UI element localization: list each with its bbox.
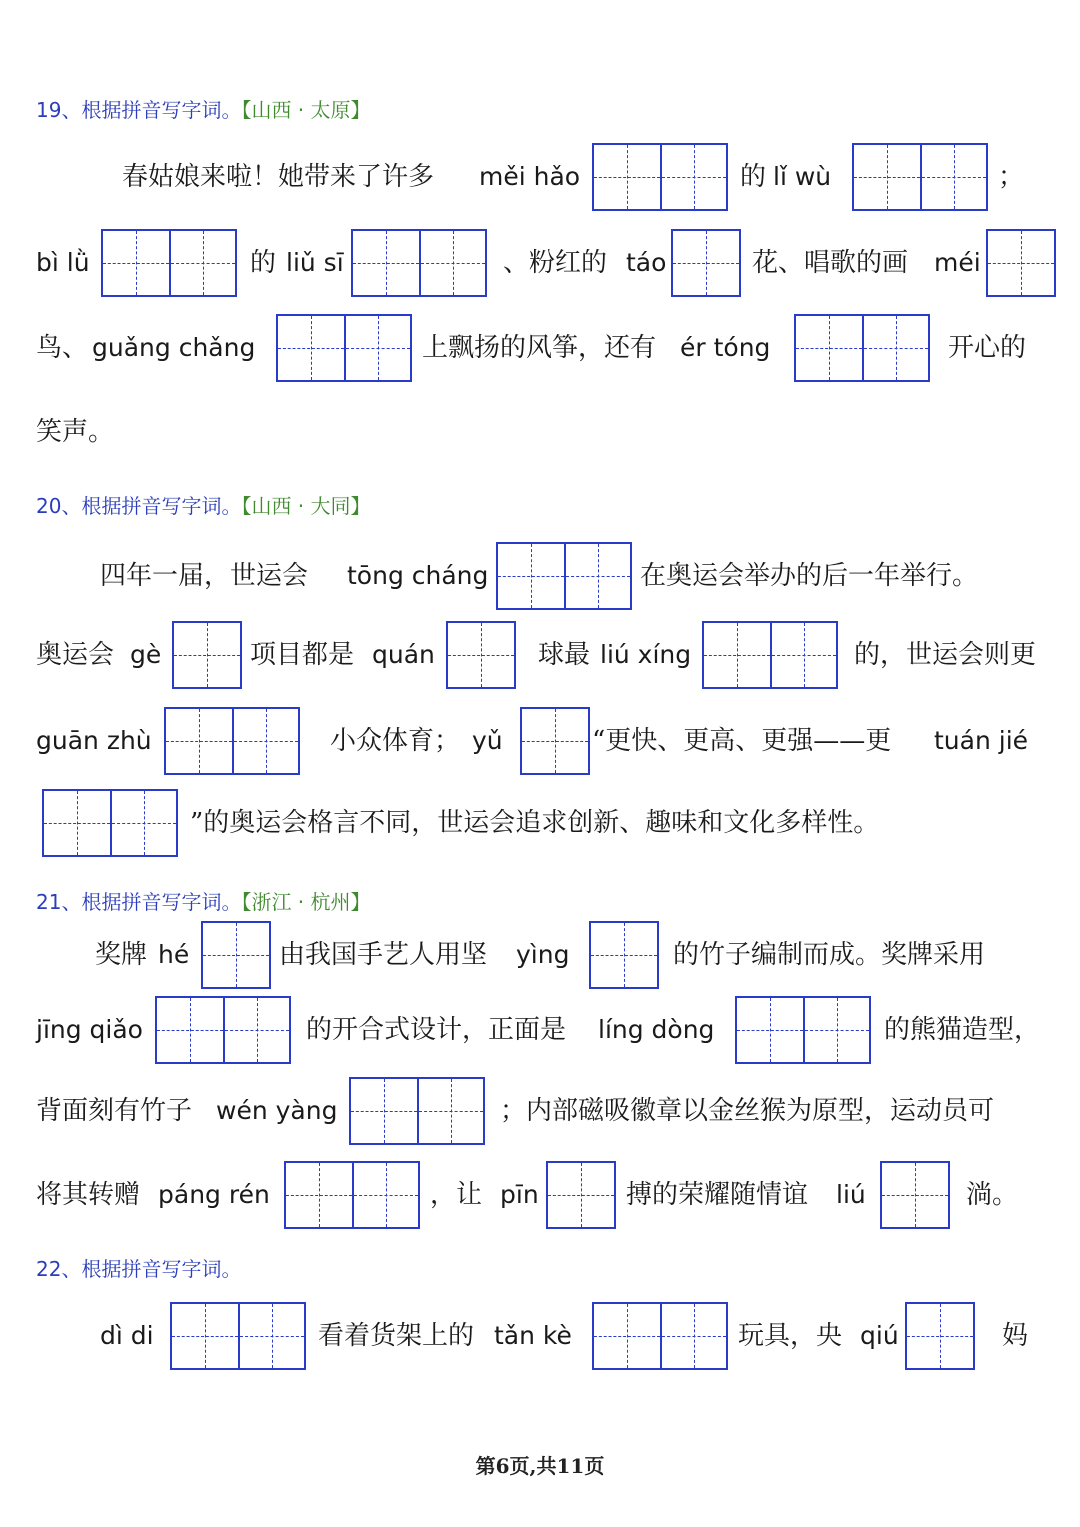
grid-cell[interactable] xyxy=(854,145,920,209)
pinyin: lǐ wù xyxy=(773,162,832,191)
pinyin: qiú xyxy=(860,1321,899,1350)
q20-line-3 xyxy=(0,707,1080,775)
pinyin: hé xyxy=(158,940,190,969)
answer-grid-1[interactable] xyxy=(201,921,271,989)
answer-grid-1[interactable] xyxy=(546,1161,616,1229)
pinyin: méi xyxy=(934,248,981,277)
grid-cell[interactable] xyxy=(564,544,630,608)
pinyin: yǔ xyxy=(472,726,503,755)
grid-cell[interactable] xyxy=(591,923,657,987)
pinyin: tōng cháng xyxy=(347,561,489,590)
q19-line-4 xyxy=(0,398,1080,466)
text: 奖牌 xyxy=(95,940,148,970)
answer-grid-2[interactable] xyxy=(284,1161,420,1229)
question-number: 22、根据拼音写字词。 xyxy=(36,1257,242,1281)
answer-grid-2[interactable] xyxy=(592,143,728,211)
grid-cell[interactable] xyxy=(417,1079,483,1143)
text: ； xyxy=(998,162,1025,192)
question-number: 20、根据拼音写字词。 xyxy=(36,494,242,518)
pinyin: quán xyxy=(372,640,435,669)
answer-grid-2[interactable] xyxy=(735,996,871,1064)
text: 将其转赠 xyxy=(36,1180,141,1210)
grid-cell[interactable] xyxy=(660,1304,726,1368)
text: 玩具，央 xyxy=(738,1321,843,1351)
text: 的 xyxy=(740,162,767,192)
grid-cell[interactable] xyxy=(278,316,344,380)
text: 的 xyxy=(250,248,277,278)
grid-cell[interactable] xyxy=(203,923,269,987)
pinyin: líng dòng xyxy=(598,1015,715,1044)
q21-line-4 xyxy=(0,1161,1080,1229)
pinyin: dì di xyxy=(100,1321,154,1350)
grid-cell[interactable] xyxy=(286,1163,352,1227)
grid-cell[interactable] xyxy=(673,231,739,295)
grid-cell[interactable] xyxy=(344,316,410,380)
text: “更快、更高、更强——更 xyxy=(592,726,892,756)
grid-cell[interactable] xyxy=(174,623,240,687)
answer-grid-1[interactable] xyxy=(520,707,590,775)
q19-line-3 xyxy=(0,314,1080,382)
grid-cell[interactable] xyxy=(522,709,588,773)
answer-grid-2[interactable] xyxy=(794,314,930,382)
question-source: 【山西 · 大同】 xyxy=(241,494,371,518)
answer-grid-2[interactable] xyxy=(852,143,988,211)
question-20-heading xyxy=(36,490,371,519)
text: 搏的荣耀随情谊 xyxy=(626,1180,809,1210)
answer-grid-2[interactable] xyxy=(170,1302,306,1370)
grid-cell[interactable] xyxy=(920,145,986,209)
grid-cell[interactable] xyxy=(803,998,869,1062)
pinyin: guǎng chǎng xyxy=(92,333,256,362)
grid-cell[interactable] xyxy=(498,544,564,608)
text: 淌。 xyxy=(966,1180,1019,1210)
text: 的竹子编制而成。奖牌采用 xyxy=(673,940,986,970)
q19-line-1 xyxy=(0,143,1080,211)
answer-grid-1[interactable] xyxy=(671,229,741,297)
grid-cell[interactable] xyxy=(907,1304,973,1368)
question-19-heading xyxy=(36,94,371,123)
text: 鸟、 xyxy=(36,333,89,363)
question-source: 【山西 · 太原】 xyxy=(241,98,371,122)
grid-cell[interactable] xyxy=(737,998,803,1062)
grid-cell[interactable] xyxy=(770,623,836,687)
pinyin: jīng qiǎo xyxy=(36,1015,143,1044)
answer-grid-1[interactable] xyxy=(589,921,659,989)
answer-grid-1[interactable] xyxy=(880,1161,950,1229)
grid-cell[interactable] xyxy=(419,231,485,295)
grid-cell[interactable] xyxy=(232,709,298,773)
text: 妈 xyxy=(1002,1321,1029,1351)
page-footer: 第6页,共11页 xyxy=(475,1454,605,1478)
answer-grid-2[interactable] xyxy=(101,229,237,297)
answer-grid-2[interactable] xyxy=(155,996,291,1064)
grid-cell[interactable] xyxy=(166,709,232,773)
q20-line-4 xyxy=(0,789,1080,857)
text: 看着货架上的 xyxy=(318,1321,475,1351)
pinyin: liú xyxy=(836,1180,866,1209)
grid-cell[interactable] xyxy=(988,231,1054,295)
question-21-heading xyxy=(36,886,371,915)
text: ，让 xyxy=(430,1180,483,1210)
q20-line-1 xyxy=(0,542,1080,610)
grid-cell[interactable] xyxy=(223,998,289,1062)
pinyin: ér tóng xyxy=(680,333,771,362)
text: 在奥运会举办的后一年举行。 xyxy=(640,561,979,591)
grid-cell[interactable] xyxy=(704,623,770,687)
text: 项目都是 xyxy=(250,640,355,670)
answer-grid-1[interactable] xyxy=(905,1302,975,1370)
question-number: 19、根据拼音写字词。 xyxy=(36,98,242,122)
grid-cell[interactable] xyxy=(548,1163,614,1227)
answer-grid-2[interactable] xyxy=(164,707,300,775)
text: 的，世运会则更 xyxy=(854,640,1037,670)
pinyin: liǔ sī xyxy=(286,248,344,277)
q20-line-2 xyxy=(0,621,1080,689)
grid-cell[interactable] xyxy=(353,231,419,295)
pinyin: pīn xyxy=(500,1180,539,1209)
q19-line-2 xyxy=(0,229,1080,297)
answer-grid-2[interactable] xyxy=(351,229,487,297)
text: 四年一届，世运会 xyxy=(100,561,309,591)
grid-cell[interactable] xyxy=(172,1304,238,1368)
answer-grid-1[interactable] xyxy=(986,229,1056,297)
text: 背面刻有竹子 xyxy=(36,1096,193,1126)
grid-cell[interactable] xyxy=(660,145,726,209)
pinyin: gè xyxy=(130,640,162,669)
grid-cell[interactable] xyxy=(238,1304,304,1368)
grid-cell[interactable] xyxy=(796,316,862,380)
pinyin: měi hǎo xyxy=(479,162,581,191)
pinyin: páng rén xyxy=(158,1180,270,1209)
text: 的熊猫造型， xyxy=(884,1015,1041,1045)
question-number: 21、根据拼音写字词。 xyxy=(36,890,242,914)
text: 上飘扬的风筝，还有 xyxy=(422,333,657,363)
text: 球最 xyxy=(538,640,591,670)
text: 笑声。 xyxy=(36,417,115,447)
grid-cell[interactable] xyxy=(352,1163,418,1227)
pinyin: liú xíng xyxy=(600,640,692,669)
answer-grid-1[interactable] xyxy=(446,621,516,689)
q22-line-1 xyxy=(0,1302,1080,1370)
grid-cell[interactable] xyxy=(103,231,169,295)
text: 花、唱歌的画 xyxy=(752,248,909,278)
answer-grid-2[interactable] xyxy=(42,789,178,857)
pinyin: tǎn kè xyxy=(494,1321,572,1350)
question-source: 【浙江 · 杭州】 xyxy=(241,890,371,914)
pinyin: táo xyxy=(626,248,667,277)
text: ；内部磁吸徽章以金丝猴为原型，运动员可 xyxy=(500,1096,995,1126)
answer-grid-2[interactable] xyxy=(276,314,412,382)
q21-line-3 xyxy=(0,1077,1080,1145)
pinyin: yìng xyxy=(516,940,570,969)
answer-grid-1[interactable] xyxy=(172,621,242,689)
answer-grid-2[interactable] xyxy=(592,1302,728,1370)
answer-grid-2[interactable] xyxy=(496,542,632,610)
text: 小众体育； xyxy=(330,726,461,756)
q21-line-2 xyxy=(0,996,1080,1064)
grid-cell[interactable] xyxy=(351,1079,417,1143)
grid-cell[interactable] xyxy=(44,791,110,855)
text: 由我国手艺人用坚 xyxy=(279,940,488,970)
grid-cell[interactable] xyxy=(882,1163,948,1227)
pinyin: tuán jié xyxy=(934,726,1029,755)
question-22-heading xyxy=(36,1253,241,1282)
text: 春姑娘来啦！她带来了许多 xyxy=(122,162,435,192)
text: 、粉红的 xyxy=(503,248,608,278)
grid-cell[interactable] xyxy=(594,1304,660,1368)
text: 奥运会 xyxy=(36,640,115,670)
grid-cell[interactable] xyxy=(594,145,660,209)
grid-cell[interactable] xyxy=(110,791,176,855)
answer-grid-2[interactable] xyxy=(702,621,838,689)
grid-cell[interactable] xyxy=(448,623,514,687)
pinyin: guān zhù xyxy=(36,726,152,755)
text: 的开合式设计，正面是 xyxy=(306,1015,567,1045)
text: ”的奥运会格言不同，世运会追求创新、趣味和文化多样性。 xyxy=(190,808,880,838)
pinyin: wén yàng xyxy=(216,1096,338,1125)
q21-line-1 xyxy=(0,921,1080,989)
grid-cell[interactable] xyxy=(862,316,928,380)
grid-cell[interactable] xyxy=(169,231,235,295)
grid-cell[interactable] xyxy=(157,998,223,1062)
text: 开心的 xyxy=(948,333,1027,363)
answer-grid-2[interactable] xyxy=(349,1077,485,1145)
pinyin: bì lǜ xyxy=(36,248,90,277)
